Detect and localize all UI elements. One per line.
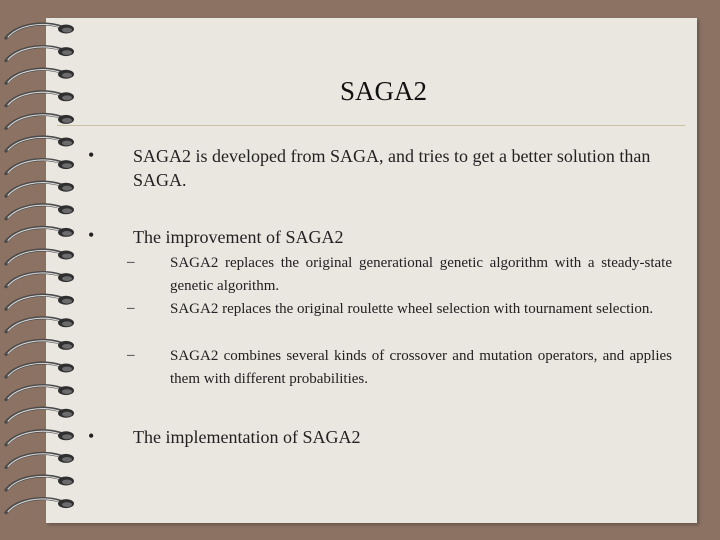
spiral-ring xyxy=(6,453,74,467)
sub-bullet-marker: – xyxy=(127,347,135,363)
spiral-ring xyxy=(6,363,74,377)
sub-bullet-text: SAGA2 replaces the original roulette wheel selection with tournament selection. xyxy=(170,301,654,317)
sub-bullet-text: SAGA2 replaces the original generational genetic algorithm with a steady-state genetic algorithm. xyxy=(170,255,672,294)
sub-bullet-marker: – xyxy=(127,300,135,316)
spiral-ring xyxy=(6,386,74,400)
spiral-ring xyxy=(6,24,74,38)
spiral-ring xyxy=(6,340,74,354)
spiral-ring xyxy=(6,137,74,151)
bullet-text: The implementation of SAGA2 xyxy=(133,427,361,447)
spiral-ring xyxy=(6,227,74,241)
bullet-marker: • xyxy=(88,145,95,165)
spiral-ring xyxy=(6,250,74,264)
spiral-ring xyxy=(6,499,74,513)
spiral-ring xyxy=(6,114,74,128)
title-divider xyxy=(57,125,685,126)
slide-title: SAGA2 xyxy=(340,76,428,106)
spiral-ring xyxy=(6,476,74,490)
spiral-ring xyxy=(6,92,74,106)
sub-bullet-marker: – xyxy=(127,254,135,270)
bullet-marker: • xyxy=(88,426,95,446)
spiral-ring xyxy=(6,431,74,445)
spiral-ring xyxy=(6,318,74,332)
spiral-binding xyxy=(0,0,90,540)
sub-bullet-text: SAGA2 combines several kinds of crossover and mutation operators, and applies them with different probabilities. xyxy=(170,348,672,387)
spiral-ring xyxy=(6,205,74,219)
bullet-text: SAGA2 is developed from SAGA, and tries to get a better solution than SAGA. xyxy=(133,146,651,190)
spiral-ring xyxy=(6,69,74,83)
bullet-text: The improvement of SAGA2 xyxy=(133,227,344,247)
spiral-ring xyxy=(6,408,74,422)
spiral-ring xyxy=(6,182,74,196)
spiral-ring xyxy=(6,295,74,309)
spiral-ring xyxy=(6,47,74,61)
bullet-marker: • xyxy=(88,225,95,245)
spiral-ring xyxy=(6,273,74,287)
spiral-ring xyxy=(6,160,74,174)
